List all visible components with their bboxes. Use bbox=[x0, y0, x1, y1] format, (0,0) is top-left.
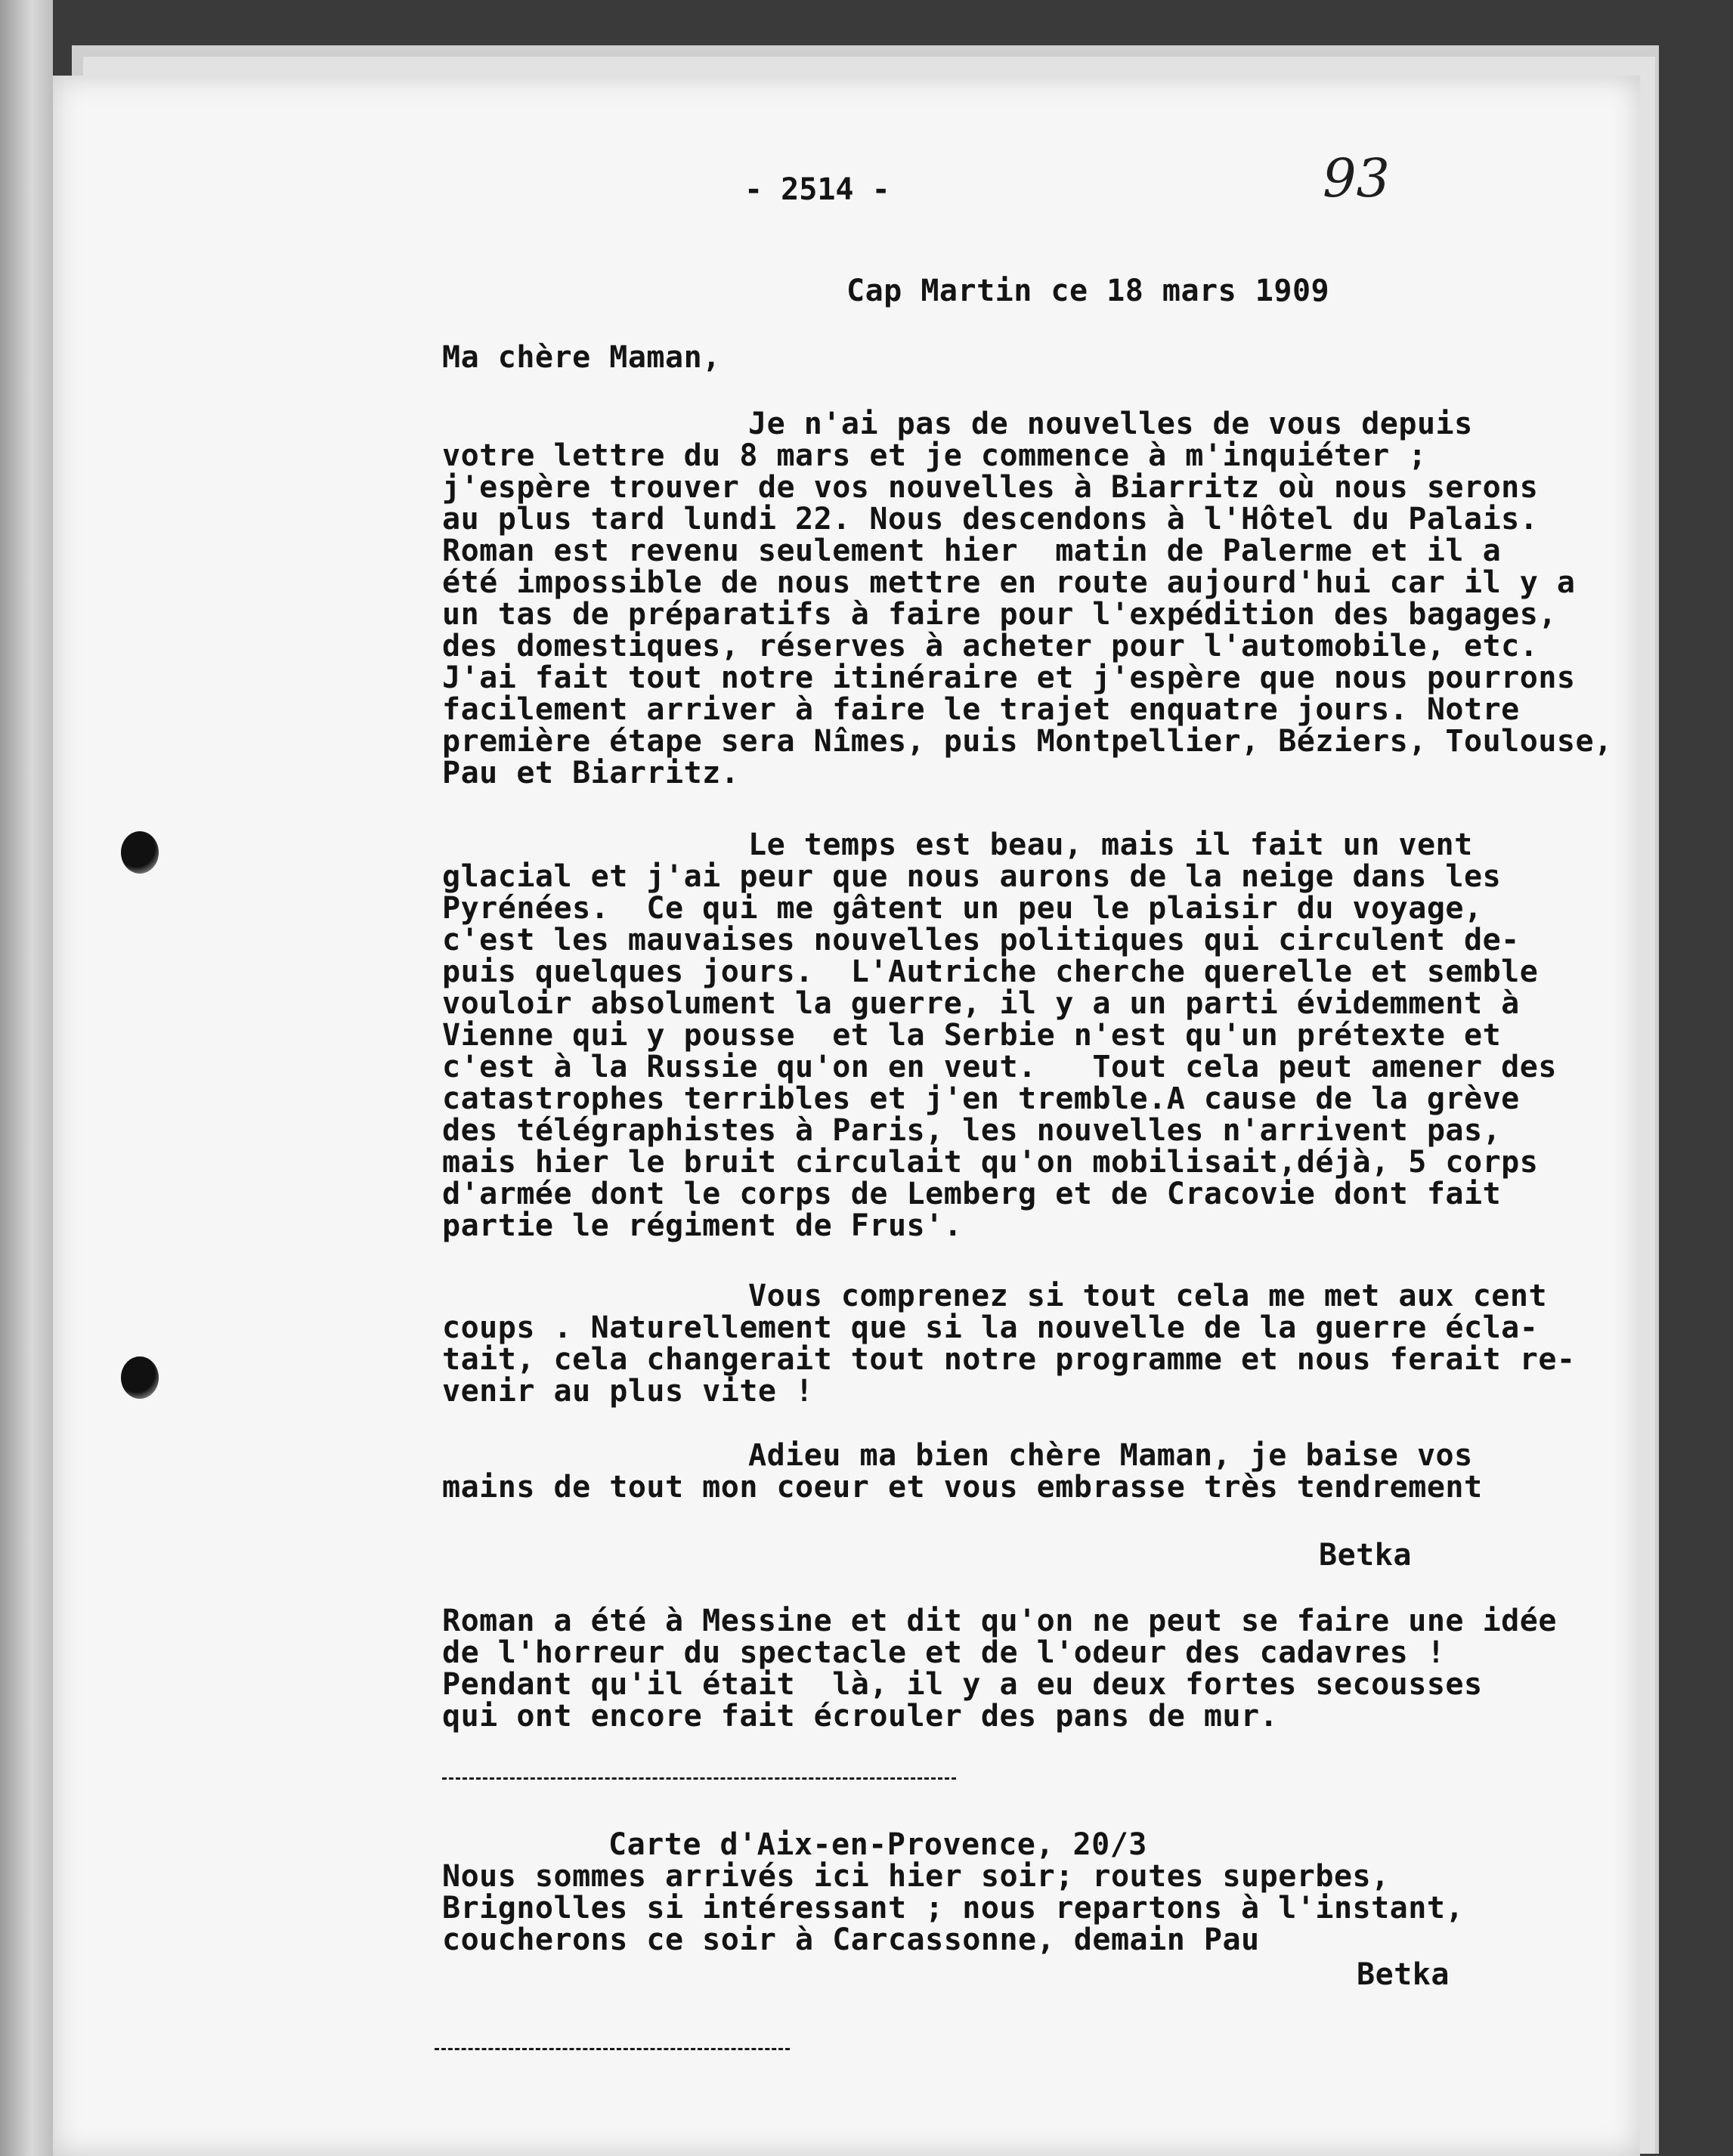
paragraph-3-line-2: coups . Naturellement que si la nouvelle de la guerre écla- bbox=[442, 1310, 1539, 1345]
paragraph-1-line-6: été impossible de nous mettre en route aujourd'hui car il y a bbox=[442, 565, 1576, 600]
paragraph-2-line-7: Vienne qui y pousse et la Serbie n'est qu'un prétexte et bbox=[442, 1018, 1502, 1053]
dateline: Cap Martin ce 18 mars 1909 bbox=[846, 274, 1330, 308]
separator-rule-1 bbox=[442, 1777, 956, 1780]
paragraph-2-line-9: catastrophes terribles et j'en tremble.A cause de la grève bbox=[442, 1081, 1520, 1116]
card-line-2: Brignolles si intéressant ; nous repartons à l'instant, bbox=[442, 1891, 1465, 1926]
paragraph-3-line-1: Vous comprenez si tout cela me met aux cent bbox=[748, 1279, 1548, 1313]
postscript-line-4: qui ont encore fait écrouler des pans de mur. bbox=[442, 1699, 1279, 1734]
card-heading: Carte d'Aix-en-Provence, 20/3 bbox=[608, 1827, 1147, 1862]
signature-2: Betka bbox=[1357, 1957, 1450, 1992]
paragraph-3-line-4: venir au plus vite ! bbox=[442, 1374, 814, 1409]
handwritten-folio-number: 93 bbox=[1323, 147, 1391, 209]
postscript-line-3: Pendant qu'il était là, il y a eu deux fortes secousses bbox=[442, 1667, 1483, 1702]
paragraph-1-line-9: J'ai fait tout notre itinéraire et j'espère que nous pourrons bbox=[442, 660, 1576, 695]
paragraph-2-line-4: c'est les mauvaises nouvelles politiques qui circulent de- bbox=[442, 923, 1520, 957]
paragraph-2-line-1: Le temps est beau, mais il fait un vent bbox=[748, 827, 1473, 862]
paragraph-2-line-5: puis quelques jours. L'Autriche cherche querelle et semble bbox=[442, 954, 1539, 989]
paragraph-3-line-3: tait, cela changerait tout notre programme et nous ferait re- bbox=[442, 1342, 1576, 1377]
paragraph-1-line-11: première étape sera Nîmes, puis Montpellier, Béziers, Toulouse, bbox=[442, 724, 1613, 759]
salutation: Ma chère Maman, bbox=[442, 340, 721, 375]
card-line-1: Nous sommes arrivés ici hier soir; routes superbes, bbox=[442, 1859, 1390, 1894]
paragraph-1-line-7: un tas de préparatifs à faire pour l'expédition des bagages, bbox=[442, 597, 1557, 632]
paragraph-1-line-2: votre lettre du 8 mars et je commence à m'inquiéter ; bbox=[442, 438, 1427, 473]
paragraph-2-line-6: vouloir absolument la guerre, il y a un parti évidemment à bbox=[442, 986, 1520, 1021]
signature-1: Betka bbox=[1319, 1538, 1412, 1573]
paragraph-2-line-2: glacial et j'ai peur que nous aurons de la neige dans les bbox=[442, 859, 1502, 894]
paragraph-1-line-12: Pau et Biarritz. bbox=[442, 756, 740, 790]
paragraph-1-line-8: des domestiques, réserves à acheter pour l'automobile, etc. bbox=[442, 629, 1539, 664]
paragraph-2-line-13: partie le régiment de Frus'. bbox=[442, 1208, 963, 1243]
card-line-3: coucherons ce soir à Carcassonne, demain Pau bbox=[442, 1922, 1260, 1957]
postscript-line-2: de l'horreur du spectacle et de l'odeur des cadavres ! bbox=[442, 1635, 1446, 1670]
page-number: - 2514 - bbox=[744, 172, 890, 207]
paragraph-4-line-1: Adieu ma bien chère Maman, je baise vos bbox=[748, 1438, 1473, 1473]
separator-rule-2 bbox=[435, 2048, 790, 2050]
paragraph-2-line-12: d'armée dont le corps de Lemberg et de Cracovie dont fait bbox=[442, 1177, 1502, 1211]
paragraph-2-line-3: Pyrénées. Ce qui me gâtent un peu le plaisir du voyage, bbox=[442, 891, 1483, 926]
paragraph-1-line-5: Roman est revenu seulement hier matin de Palerme et il a bbox=[442, 534, 1502, 568]
paragraph-1-line-1: Je n'ai pas de nouvelles de vous depuis bbox=[748, 407, 1473, 441]
paragraph-2-line-10: des télégraphistes à Paris, les nouvelles n'arrivent pas, bbox=[442, 1113, 1502, 1148]
paragraph-2-line-8: c'est à la Russie qu'on en veut. Tout cela peut amener des bbox=[442, 1050, 1557, 1084]
paragraph-4-line-2: mains de tout mon coeur et vous embrasse très tendrement bbox=[442, 1470, 1483, 1505]
paragraph-1-line-10: facilement arriver à faire le trajet enquatre jours. Notre bbox=[442, 692, 1520, 727]
paragraph-1-line-4: au plus tard lundi 22. Nous descendons à l'Hôtel du Palais. bbox=[442, 502, 1539, 537]
postscript-line-1: Roman a été à Messine et dit qu'on ne peut se faire une idée bbox=[442, 1604, 1557, 1638]
paragraph-1-line-3: j'espère trouver de vos nouvelles à Biarritz où nous serons bbox=[442, 470, 1539, 505]
paragraph-2-line-11: mais hier le bruit circulait qu'on mobilisait,déjà, 5 corps bbox=[442, 1145, 1539, 1180]
